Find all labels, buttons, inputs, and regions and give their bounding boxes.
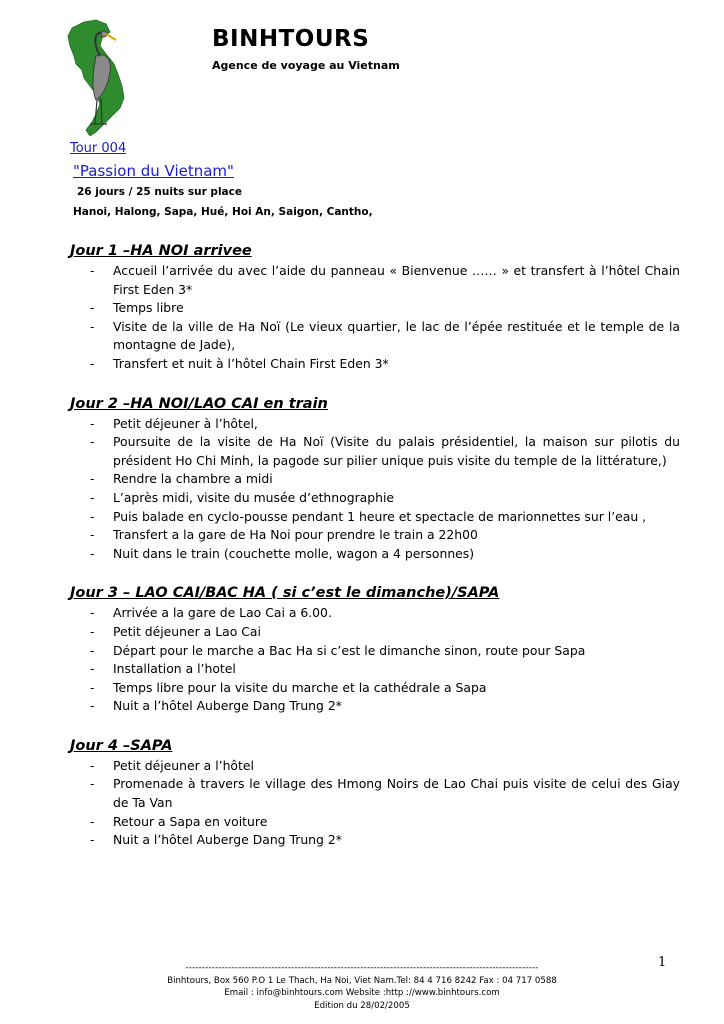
activity-text: Petit déjeuner à l’hôtel, xyxy=(113,415,258,431)
activity-item xyxy=(70,526,680,545)
activity-text: Temps libre pour la visite du marche et la cathédrale a Sapa xyxy=(113,679,487,695)
activity-item xyxy=(70,489,680,508)
activity-text: Petit déjeuner a Lao Cai xyxy=(113,623,261,639)
bullet-dash: - xyxy=(90,605,95,621)
activity-text: Installation a l’hotel xyxy=(113,661,236,677)
activity-text: Départ pour le marche a Bac Ha si c’est le dimanche sinon, route pour Sapa xyxy=(113,642,586,658)
bullet-dash: - xyxy=(90,471,95,487)
activity-item xyxy=(70,508,680,527)
day-section xyxy=(70,585,680,716)
bullet-dash: - xyxy=(90,300,95,316)
bullet-dash: - xyxy=(90,489,95,505)
activity-item xyxy=(70,831,680,850)
activity-text: Nuit a l’hôtel Auberge Dang Trung 2* xyxy=(113,698,342,714)
activity-item xyxy=(70,623,680,642)
activity-item xyxy=(70,679,680,698)
activity-item xyxy=(70,813,680,832)
bullet-dash: - xyxy=(90,698,95,714)
day-activity-list xyxy=(70,262,680,374)
day-title: Jour 1 –HA NOI arrivee xyxy=(70,243,252,259)
bullet-dash: - xyxy=(90,263,95,278)
bullet-dash: - xyxy=(90,679,95,695)
page-number: 1 xyxy=(658,955,667,970)
activity-item xyxy=(70,757,680,776)
activity-text: Transfert et nuit à l’hôtel Chain First Eden 3* xyxy=(113,355,389,371)
day-activity-list xyxy=(70,604,680,716)
activity-item xyxy=(70,433,680,470)
activity-item xyxy=(70,262,680,299)
activity-item xyxy=(70,660,680,679)
day-title: Jour 2 –HA NOI/LAO CAI en train xyxy=(70,395,328,412)
activity-item xyxy=(70,470,680,489)
bullet-dash: - xyxy=(90,434,95,450)
tour-duration: 26 jours / 25 nuits sur place xyxy=(77,186,242,198)
bullet-dash: - xyxy=(90,642,95,658)
day-section xyxy=(70,738,680,850)
bullet-dash: - xyxy=(90,415,95,431)
activity-item xyxy=(70,775,680,812)
activity-text: Petit déjeuner a l’hôtel xyxy=(113,757,254,773)
activity-text: Puis balade en cyclo-pousse pendant 1 heure et spectacle de marionnettes sur l’eau , xyxy=(113,508,647,524)
activity-item xyxy=(70,642,680,661)
day-title: Jour 4 –SAPA xyxy=(70,737,173,754)
bullet-dash: - xyxy=(90,813,95,829)
brand-name: BINHTOURS xyxy=(212,26,370,52)
bullet-dash: - xyxy=(90,623,95,639)
brand-tagline: Agence de voyage au Vietnam xyxy=(212,59,400,72)
bullet-dash: - xyxy=(90,661,95,677)
day-title: Jour 3 – LAO CAI/BAC HA ( si c’est le dimanche)/SAPA xyxy=(70,585,500,602)
bullet-dash: - xyxy=(90,832,95,848)
activity-text: Poursuite de la visite de Ha Noï (Visite du palais présidentiel, la maison sur pilotis du président Ho Chi Minh, la pagode sur pilier unique puis visite du temple de la littérature,) xyxy=(113,434,680,468)
tour-cities: Hanoi, Halong, Sapa, Hué, Hoi An, Saigon, Cantho, xyxy=(73,206,373,218)
activity-text: Arrivée a la gare de Lao Cai a 6.00. xyxy=(113,605,332,621)
activity-text: Promenade à travers le village des Hmong Noirs de Lao Chai puis visite de celui des Giay de Ta Van xyxy=(113,776,680,811)
day-activity-list xyxy=(70,415,680,564)
bullet-dash: - xyxy=(90,318,95,334)
bullet-dash: - xyxy=(90,508,95,524)
activity-text: Transfert a la gare de Ha Noi pour prendre le train a 22h00 xyxy=(113,527,478,543)
activity-text: Nuit dans le train (couchette molle, wagon a 4 personnes) xyxy=(113,545,475,561)
activity-item xyxy=(70,545,680,564)
activity-item xyxy=(70,318,680,355)
bullet-dash: - xyxy=(90,355,95,371)
activity-text: Accueil l’arrivée du avec l’aide du panneau « Bienvenue …… » et transfert à l’hôtel Chain First Eden 3* xyxy=(113,263,680,297)
vietnam-map-heron-icon xyxy=(66,16,136,138)
activity-text: Temps libre xyxy=(113,300,184,316)
day-section xyxy=(70,396,680,564)
tour-name-link[interactable]: "Passion du Vietnam" xyxy=(73,162,234,180)
footer-address: Binhtours, Box 560 P.O 1 Le Thach, Ha Noi, Viet Nam.Tel: 84 4 716 8242 Fax : 04 717 0588 xyxy=(167,975,557,986)
activity-text: Retour a Sapa en voiture xyxy=(113,813,268,829)
itinerary xyxy=(70,243,680,872)
day-section xyxy=(70,243,680,374)
activity-text: L’après midi, visite du musée d’ethnographie xyxy=(113,489,395,505)
bullet-dash: - xyxy=(90,545,95,561)
activity-item xyxy=(70,299,680,318)
activity-item xyxy=(70,355,680,374)
day-activity-list xyxy=(70,757,680,850)
activity-text: Visite de la ville de Ha Noï (Le vieux quartier, le lac de l’épée restituée et le temple de la montagne de Jade), xyxy=(113,318,680,353)
activity-text: Rendre la chambre a midi xyxy=(113,471,273,487)
activity-text: Nuit a l’hôtel Auberge Dang Trung 2* xyxy=(113,832,342,848)
bullet-dash: - xyxy=(90,776,95,792)
activity-item xyxy=(70,697,680,716)
footer-edition: Edition du 28/02/2005 xyxy=(314,1000,410,1011)
footer xyxy=(0,962,724,1012)
bullet-dash: - xyxy=(90,757,95,773)
activity-item xyxy=(70,415,680,434)
footer-rule: ----------------------------------------------------------------------------------------------------------- xyxy=(185,963,539,973)
tour-code-link[interactable]: Tour 004 xyxy=(70,141,127,156)
footer-contact: Email : info@binhtours.com Website :http ://www.binhtours.com xyxy=(224,988,500,998)
bullet-dash: - xyxy=(90,527,95,543)
activity-item xyxy=(70,604,680,623)
logo xyxy=(66,16,136,138)
